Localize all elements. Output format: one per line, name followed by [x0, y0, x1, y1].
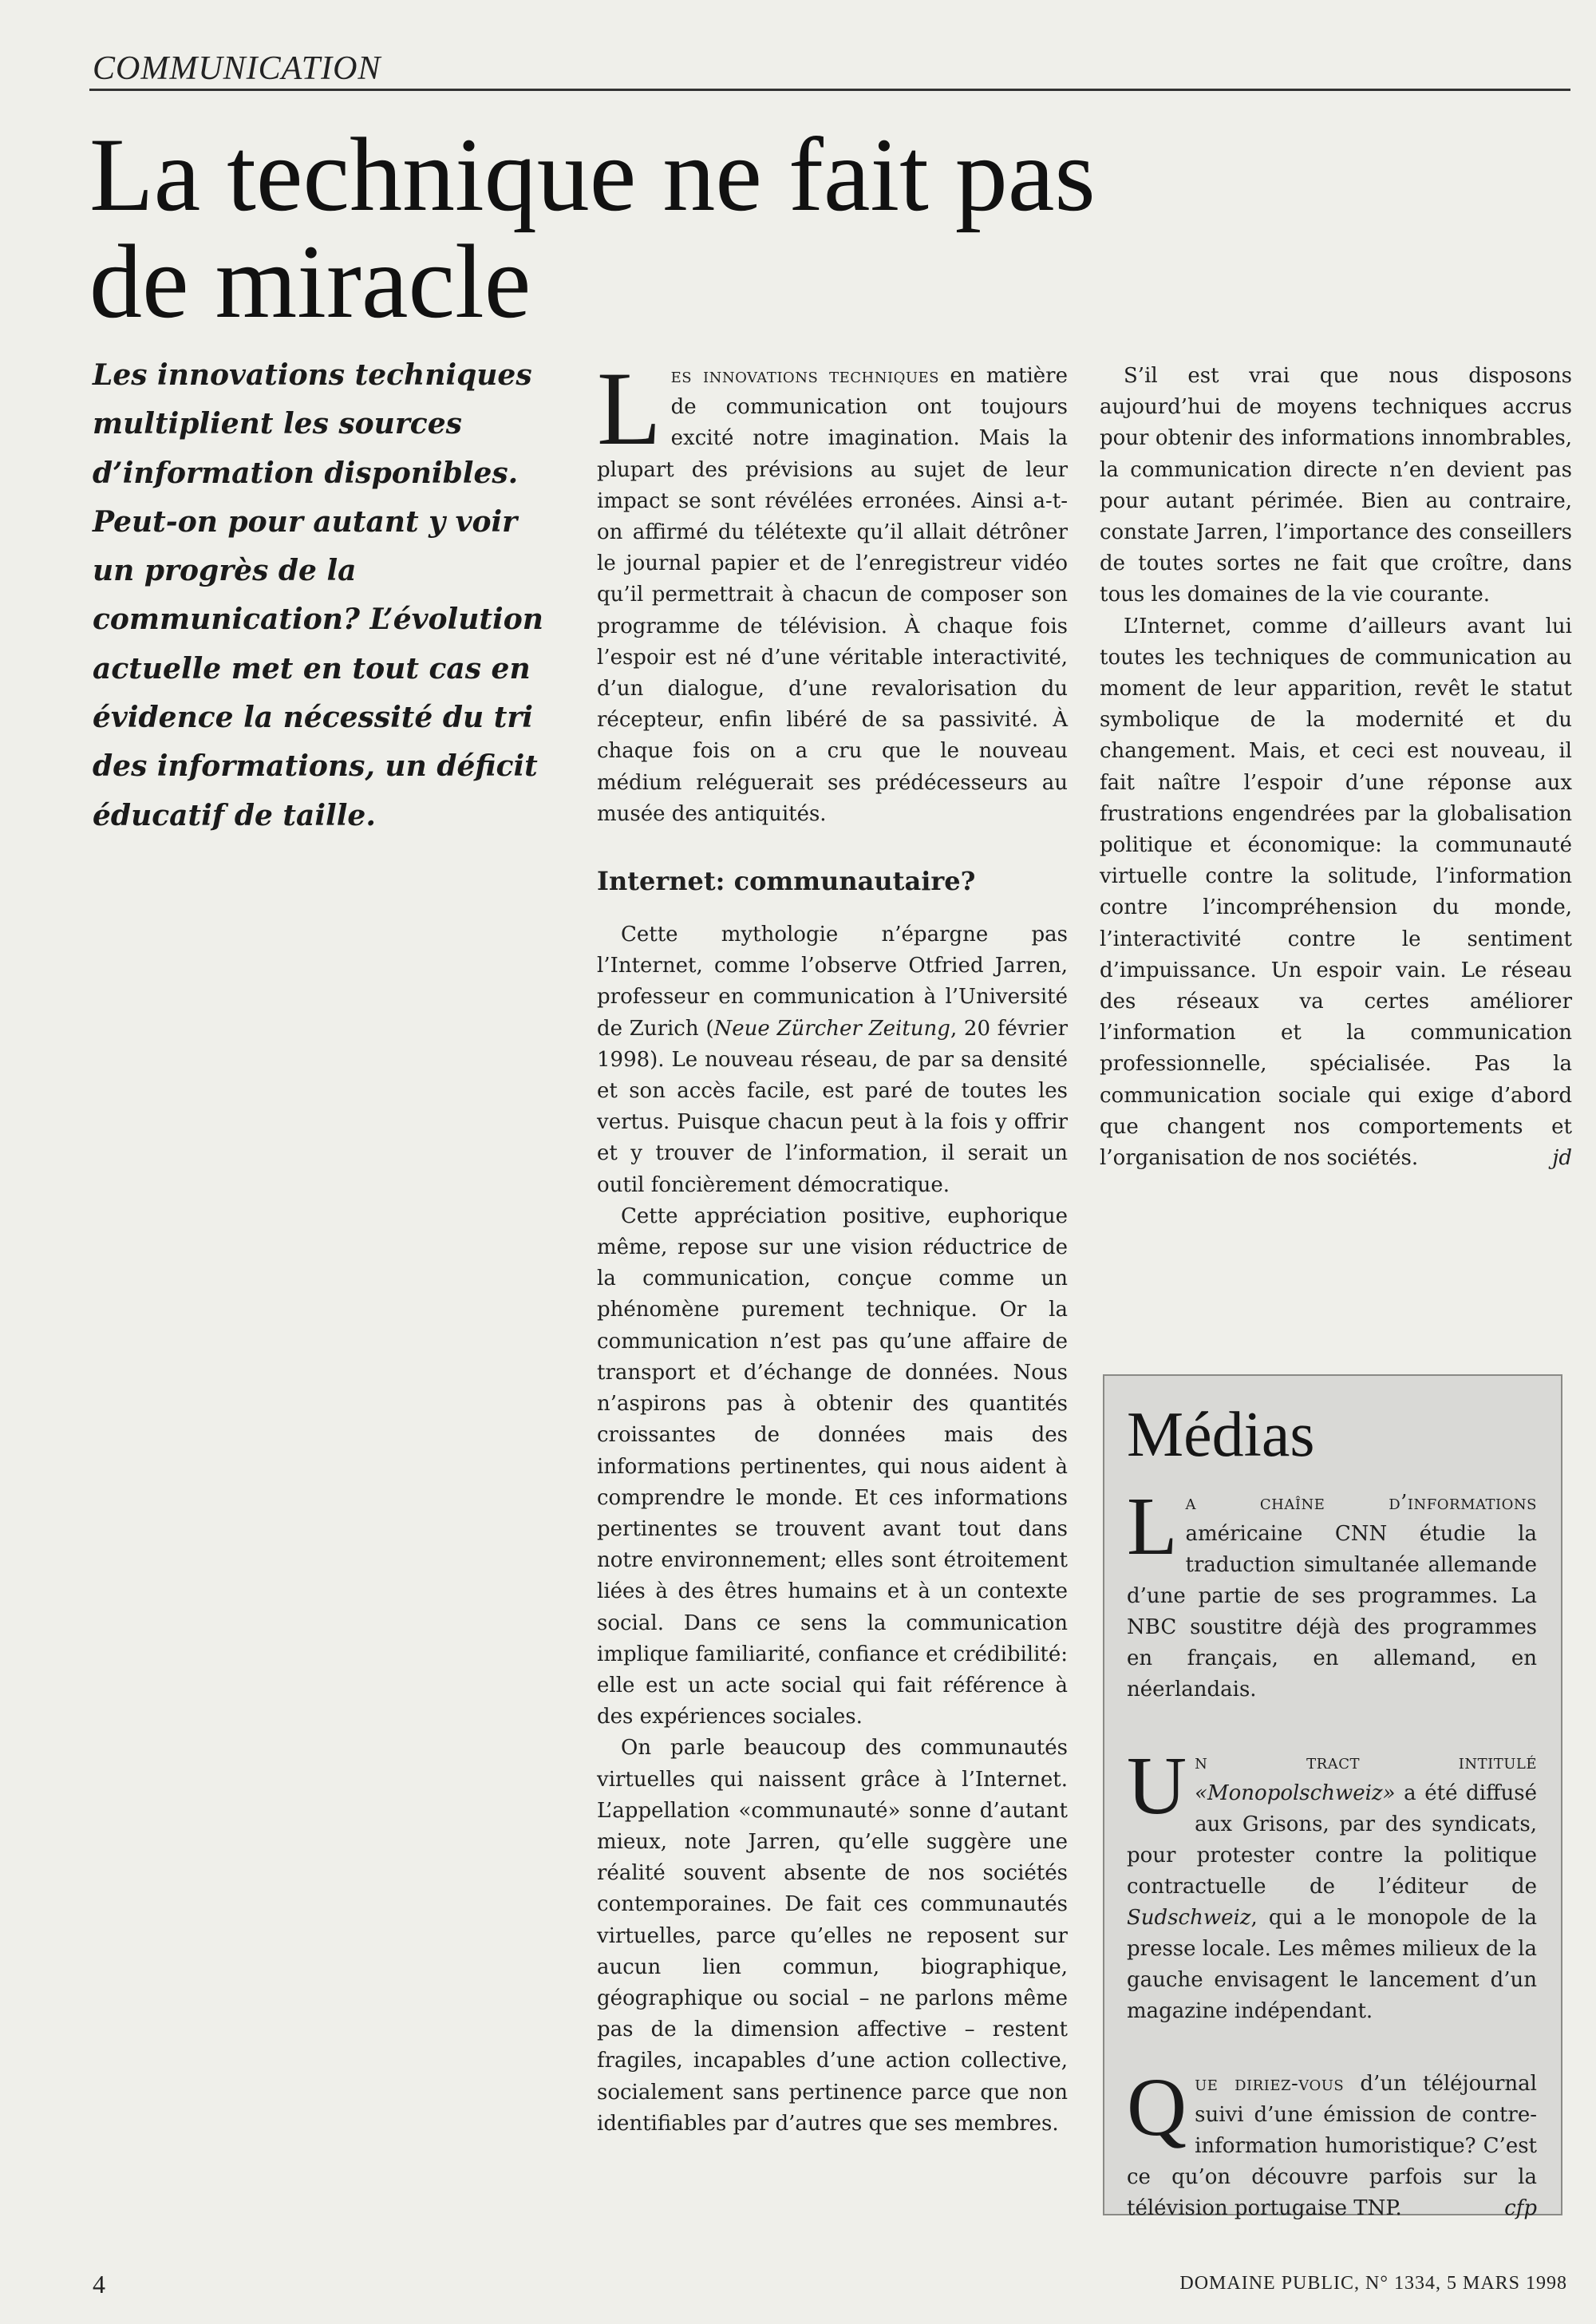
- publication-reference: DOMAINE PUBLIC, N° 1334, 5 MARS 1998: [1179, 2273, 1567, 2294]
- drop-cap: U: [1127, 1740, 1187, 1832]
- top-rule: [89, 89, 1570, 91]
- box-signature: cfp: [1504, 2196, 1537, 2220]
- drop-cap: L: [597, 350, 662, 467]
- section-label: COMMUNICATION: [93, 50, 381, 87]
- lead-in: es innovations techniques: [670, 364, 940, 388]
- newspaper-citation: Neue Zürcher Zeitung: [713, 1016, 950, 1041]
- article-column-2: [1100, 361, 1572, 1174]
- paragraph-1-text: en matière de communication ont toujours excité notre imagination. Mais la plupart des prévisions au sujet de leur impact se sont révélées erronées. Ainsi a-t-on affirmé du télétexte qu’il allait détrôner le journal papier et de l’enregistreur vidéo qu’il permettrait à chacun de composer son programme de télévision. À chaque fois l’espoir est né d’une véritable interactivité, d’un dialogue, d’une revalorisation du récepteur, enfin libéré de sa passivité. À chaque fois on a cru que le nouveau médium reléguerait ses prédécesseurs au musée des antiquités.: [597, 364, 1068, 826]
- news-item-2: [1127, 1740, 1537, 2027]
- news-item-3-text: d’un téléjournal suivi d’une émission de contre-information humoristique? C’est ce qu’on découvre parfois sur la télévision portugaise TNP.: [1127, 2072, 1537, 2220]
- paragraph-2-text-b: , 20 février 1998). Le nouveau réseau, de par sa densité et son accès facile, est paré de toutes les vertus. Puisque chacun peut à la fois y offrir et y trouver de l’information, il serait un outil foncièrement démocratique.: [597, 1016, 1068, 1197]
- subheading: Internet: communautaire?: [597, 866, 976, 897]
- medias-box: [1103, 1374, 1562, 2220]
- page-number: 4: [93, 2270, 105, 2298]
- news-item-3: [1127, 2061, 1537, 2224]
- lead-in: ue diriez-vous: [1195, 2072, 1345, 2096]
- paragraph-4: On parle beaucoup des communautés virtuelles qui naissent grâce à l’Internet. L’appellation «communauté» sonne d’autant mieux, note Jarren, qu’elle suggère une réalité souvent absente de nos sociétés contemporaines. De fait ces communautés virtuelles, parce qu’elles ne reposent sur aucun lien commun, biographique, géographique ou social – ne parlons même pas de la dimension affective – restent fragiles, incapables d’une action collective, socialement sans pertinence parce que non identifiables par d’autres que ses membres.: [597, 1736, 1068, 2136]
- author-signature: jd: [1552, 1146, 1572, 1171]
- article-title: La technique ne fait pas de miracle: [89, 116, 1096, 340]
- news-item-2-text-b: , qui a le monopole de la presse locale. Les mêmes milieux de la gauche envisagent le lancement d’un magazine indépendant.: [1127, 1906, 1537, 2023]
- paragraph-2: [597, 919, 1068, 1201]
- paragraph-2-text-a: Cette mythologie n’épargne pas l’Internet, comme l’observe Otfried Jarren, professeur en communication à l’Université de Zurich (: [597, 923, 1068, 1041]
- paragraph-3: Cette appréciation positive, euphorique même, repose sur une vision réductrice de la communication, conçue comme un phénomène purement technique. Or la communication n’est pas qu’une affaire de transport et d’échange de données. Nous n’aspirons pas à obtenir des quantités croissantes de données mais des informations pertinentes, qui nous aident à comprendre le monde. Et ces informations pertinentes se trouvent avant tout dans notre environnement; elles sont étroitement liées à des êtres humains et à un contexte social. Dans ce sens la communication implique familiarité, confiance et crédibilité: elle est un acte social qui fait référence à des expériences sociales.: [597, 1204, 1068, 1729]
- lead-in: a chaîne d’informations: [1185, 1491, 1537, 1515]
- paragraph-6: [1100, 611, 1572, 1175]
- tract-name: «Monopolschweiz»: [1195, 1781, 1396, 1805]
- news-item-2-text-a: a été diffusé aux Grisons, par des syndicats, pour protester contre la politique contractuelle de l’éditeur de: [1127, 1781, 1537, 1899]
- box-title: Médias: [1127, 1400, 1315, 1470]
- news-item-1-text: américaine CNN étudie la traduction simultanée allemande d’une partie de ses programmes. La NBC soustitre déjà des programmes en français, en allemand, en néerlandais.: [1127, 1522, 1537, 1702]
- news-item-1: [1127, 1480, 1537, 1705]
- drop-cap: L: [1127, 1480, 1178, 1572]
- paragraph-1: [597, 350, 1068, 830]
- paragraph-6-text: L’Internet, comme d’ailleurs avant lui toutes les techniques de communication au moment de leur apparition, revêt le statut symbolique de la modernité et du changement. Mais, et ceci est nouveau, il fait naître l’espoir d’une réponse aux frustrations engendrées par la globalisation politique et économique: la communauté virtuelle contre la solitude, l’information contre l’incompréhension du monde, l’interactivité contre le sentiment d’impuissance. Un espoir vain. Le réseau des réseaux va certes améliorer l’information et la communication professionnelle, spécialisée. Pas la communication sociale qui exige d’abord que changent nos comportements et l’organisation de nos sociétés.: [1100, 614, 1572, 1171]
- paragraph-5: S’il est vrai que nous disposons aujourd’hui de moyens techniques accrus pour obtenir des informations innombrables, la communication directe n’en devient pas pour autant périmée. Bien au contraire, constate Jarren, l’importance des conseillers de toutes sortes ne fait que croître, dans tous les domaines de la vie courante.: [1100, 364, 1572, 607]
- newspaper-name: Sudschweiz: [1127, 1906, 1251, 1930]
- lead-in: n tract intitulé: [1195, 1750, 1537, 1774]
- article-column-1: [597, 350, 1068, 2140]
- chapeau: Les innovations techniques multiplient les sources d’information disponibles. Peut-on pour autant y voir un progrès de la communication? L’évolution actuelle met en tout cas en évidence la nécessité du tri des informations, un déficit éducatif de taille.: [93, 358, 543, 832]
- drop-cap: Q: [1127, 2061, 1187, 2153]
